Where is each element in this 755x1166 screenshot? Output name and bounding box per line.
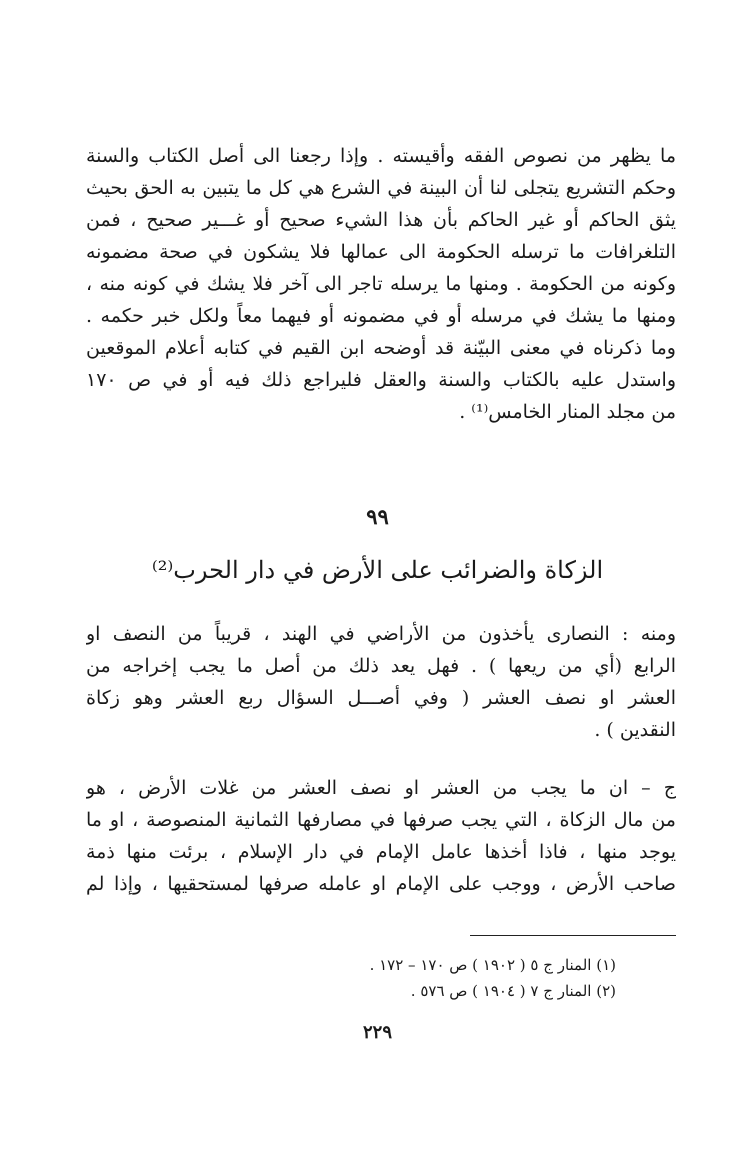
paragraph-bayyina (86, 140, 676, 428)
text-line: ما يظهر من نصوص الفقه وأقيسته . وإذا رجعنا الى أصل الكتاب والسنة (86, 145, 676, 167)
text-line: يثق الحاكم أو غير الحاكم بأن هذا الشيء صحيح أو غـــير صحيح ، فمن (86, 209, 676, 231)
text-line: وحكم التشريع يتجلى لنا أن البينة في الشرع هي كل ما يتبين به الحق بحيث (86, 177, 676, 199)
section-title: الزكاة والضرائب على الأرض في دار الحرب⁽²⁾ (151, 556, 604, 584)
text-line: النقدين ) . (594, 719, 676, 741)
text-line: العشر او نصف العشر ( وفي أصـــل السؤال ربع العشر وهو زكاة (86, 687, 676, 709)
footnotes (250, 952, 616, 1004)
text-line: الرابع (أي من ريعها ) . فهل يعد ذلك من أصل ما يجب إخراجه من (86, 655, 676, 677)
text-line: من مجلد المنار الخامس⁽¹⁾ . (459, 401, 676, 423)
text-line: واستدل عليه بالكتاب والسنة والعقل فليراجع ذلك فيه أو في ص ١٧٠ (86, 369, 676, 391)
footnote-1: (١) المنار ج ٥ ( ١٩٠٢ ) ص ١٧٠ – ١٧٢ . (369, 956, 616, 974)
text-line: ومنه : النصارى يأخذون من الأراضي في الهند ، قريباً من النصف او (86, 623, 676, 645)
text-line: وما ذكرناه في معنى البيّنة قد أوضحه ابن القيم في كتابه أعلام الموقعين (86, 337, 676, 359)
footnote-divider (470, 935, 676, 936)
text-line: صاحب الأرض ، ووجب على الإمام او عامله صرفها لمستحقيها ، وإذا لم (86, 873, 676, 895)
text-line: ج – ان ما يجب من العشر او نصف العشر من غلات الأرض ، هو (86, 777, 676, 799)
text-line: وكونه من الحكومة . ومنها ما يرسله تاجر الى آخر فلا يشك في كونه منه ، (86, 273, 676, 295)
text-line: من مال الزكاة ، التي يجب صرفها في مصارفها الثمانية المنصوصة ، او ما (86, 809, 676, 831)
paragraph-question (86, 618, 676, 746)
text-line: ومنها ما يشك في مرسله أو في مضمونه أو فيهما معاً ولكل خبر حكمه . (86, 305, 676, 327)
text-line: التلغرافات ما ترسله الحكومة الى عمالها فلا يشكون في صحة مضمونه (86, 241, 676, 263)
page-number: ٢٢٩ (362, 1022, 392, 1043)
section-number: ٩٩ (366, 504, 389, 529)
footnote-2: (٢) المنار ج ٧ ( ١٩٠٤ ) ص ٥٧٦ . (410, 982, 616, 1000)
paragraph-answer (86, 772, 676, 900)
text-line: يوجد منها ، فاذا أخذها عامل الإمام في دار الإسلام ، برئت منها ذمة (86, 841, 676, 863)
